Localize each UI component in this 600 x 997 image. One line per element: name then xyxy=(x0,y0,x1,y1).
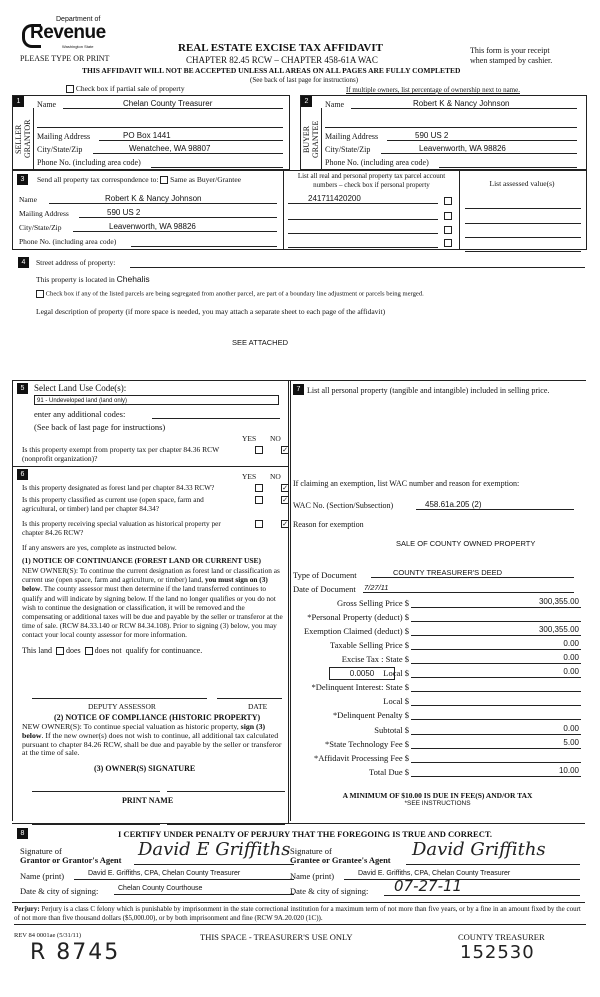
form-title: REAL ESTATE EXCISE TAX AFFIDAVIT xyxy=(178,42,383,54)
no-header-5: NO xyxy=(270,434,281,443)
owner-signature-line-2[interactable] xyxy=(167,781,285,792)
parcel-header: List all real and personal property tax parcel account numbers – check box if personal property xyxy=(297,172,446,189)
receipt-note-1: This form is your receipt xyxy=(470,46,550,55)
minimum-due-note: A MINIMUM OF $10.00 IS DUE IN FEE(S) AND/OR TAX xyxy=(342,791,533,800)
grantee-sig-label-1: Signature of xyxy=(290,846,332,856)
corr-phone-field[interactable] xyxy=(131,236,277,247)
grantee-name-value: David E. Griffiths, CPA, Chelan County Treasurer xyxy=(358,870,511,877)
corr-city-field[interactable] xyxy=(73,222,277,232)
land-use-select[interactable] xyxy=(34,395,279,405)
doc-type-value: COUNTY TREASURER'S DEED xyxy=(393,568,503,577)
historic-question: Is this property receiving special valuation as historical property per chapter 84.26 RCW? xyxy=(22,519,221,537)
seller-city-value: Wenatchee, WA 98807 xyxy=(129,144,211,153)
delinquent-penalty-label: *Delinquent Penalty $ xyxy=(332,710,409,720)
seller-phone-label: Phone No. (including area code) xyxy=(37,158,141,167)
notice-continuance-text-b: . The county assessor must then determine if the land transferred continues to qualify and will indicate by signing below. If the land no longer qualifies or you do not wish to continue the designation or classification, it will be removed and the compensating or additional taxes will be due and payable by the seller or transferor at the time of sale. (RCW 84.33.140 or RCW 84.34.108). Prior to signing (3) below, you may contact your local county assessor for more information. xyxy=(22,584,283,640)
parcel-field-1[interactable] xyxy=(288,194,438,204)
partial-sale-row xyxy=(66,84,185,93)
revision-number: REV 84 0001ae (5/31/11) xyxy=(14,932,81,939)
section-number-6: 6 xyxy=(17,469,28,480)
notice-compliance-text-b: . If the new owner(s) does not wish to continue, all additional tax calculated pursuant to chapter 84.26 RCW, shall be due and payable by the seller or transferor at the time of sale. xyxy=(22,730,282,758)
handwritten-treasurer-number: 152530 xyxy=(460,942,535,963)
gross-selling-price-value: 300,355.00 xyxy=(538,597,579,606)
perjury-text: Perjury is a class C felony which is punishable by imprisonment in the state correctional institution for a maximum term of not more than five years, or by a fine in an amount fixed by the court of not more than five thousand dollars ($5,000.00), or by both imprisonment and fine (RCW 9A.20.020 (1C)). xyxy=(14,905,581,922)
local-rate-value: 0.0050 xyxy=(349,669,375,678)
wac-field[interactable] xyxy=(416,500,574,510)
land-use-value: 91 - Undeveloped land (land only) xyxy=(37,398,128,404)
section-number-3: 3 xyxy=(17,174,28,185)
gross-selling-price-label: Gross Selling Price $ xyxy=(336,598,409,608)
corr-name-value: Robert K & Nancy Johnson xyxy=(105,194,202,203)
personal-property-checkbox-3[interactable] xyxy=(444,226,452,234)
current-use-question: Is this property classified as current use (open space, farm and agricultural, or timber) land per chapter 84.34? xyxy=(22,495,204,513)
handwritten-receipt-number: R 8745 xyxy=(30,940,121,965)
logo-swoosh-icon xyxy=(22,24,41,48)
excise-state-field[interactable] xyxy=(411,653,581,664)
segregated-label: Check box if any of the listed parcels are being segregated from another parcel, are part of a boundary line adjustment or parcels being merged. xyxy=(45,290,424,298)
subtotal-field[interactable] xyxy=(411,724,581,735)
partial-sale-label: Check box if partial sale of property xyxy=(75,84,185,93)
forest-land-question: Is this property designated as forest land per chapter 84.33 RCW? xyxy=(22,483,215,492)
wac-label: WAC No. (Section/Subsection) xyxy=(293,501,394,510)
parcel-value-1: 241711420200 xyxy=(308,194,361,203)
buyer-label: BUYER xyxy=(302,125,311,153)
logo-sub-text: Washington State xyxy=(62,44,94,49)
notice-compliance-title: (2) NOTICE OF COMPLIANCE (HISTORIC PROPERTY) xyxy=(54,713,261,722)
doc-date-field[interactable] xyxy=(363,583,574,593)
if-yes-note: If any answers are yes, complete as instructed below. xyxy=(22,543,177,552)
section-4-property xyxy=(12,252,585,362)
deputy-assessor-sig-line[interactable] xyxy=(32,688,207,699)
taxable-selling-price-value: 0.00 xyxy=(563,639,579,648)
print-name-label: PRINT NAME xyxy=(122,796,174,805)
buyer-mailing-value: 590 US 2 xyxy=(415,131,449,140)
corr-phone-label: Phone No. (including area code) xyxy=(19,237,117,246)
parcel-field-2[interactable] xyxy=(288,209,438,220)
this-land-label: This land xyxy=(22,646,52,655)
subtotal-label: Subtotal $ xyxy=(374,725,409,735)
street-field[interactable] xyxy=(130,257,585,268)
does-checkbox[interactable] xyxy=(56,647,64,655)
assessed-field-1[interactable] xyxy=(465,198,581,209)
continuance-qualify-row xyxy=(22,646,202,655)
notice-compliance-text-bold: sign (3) below xyxy=(22,722,266,740)
located-row xyxy=(36,274,150,284)
notice-continuance-text-a: NEW OWNER(S): To continue the current designation as forest land or classification as current use (open space, farm and agriculture, or timber) land, xyxy=(22,566,280,585)
does-not-checkbox[interactable] xyxy=(85,647,93,655)
doc-type-field[interactable] xyxy=(371,568,574,578)
street-label: Street address of property: xyxy=(36,258,116,267)
delinquent-penalty-field[interactable] xyxy=(411,709,581,720)
corr-city-value: Leavenworth, WA 98826 xyxy=(109,222,196,231)
exempt-question: Is this property exempt from property tax per chapter 84.36 RCW (nonprofit organization)? xyxy=(22,445,220,463)
corr-city-label: City/State/Zip xyxy=(19,223,62,232)
owner-signature-label: (3) OWNER(S) SIGNATURE xyxy=(94,764,196,773)
buyer-mailing-field[interactable] xyxy=(387,131,577,141)
located-label: This property is located in xyxy=(36,275,115,284)
parcel-field-3[interactable] xyxy=(288,223,438,234)
taxable-selling-price-label: Taxable Selling Price $ xyxy=(330,640,409,650)
grantor-sig-label-2: Grantor or Grantor's Agent xyxy=(20,855,122,865)
exemption-claimed-label: Exemption Claimed (deduct) $ xyxy=(303,626,409,636)
section-7-tax-calc xyxy=(288,380,586,824)
total-due-value: 10.00 xyxy=(558,766,579,775)
notice-continuance-title: (1) NOTICE OF CONTINUANCE (FOREST LAND OR CURRENT USE) xyxy=(22,556,262,565)
land-use-label: Select Land Use Code(s): xyxy=(34,383,127,393)
grantor-name-label: Name (print) xyxy=(20,871,65,881)
grantor-signature: David E Griffiths xyxy=(138,839,291,860)
state-tech-fee-label: *State Technology Fee $ xyxy=(325,739,409,749)
same-as-buyer-label: Same as Buyer/Grantee xyxy=(170,175,241,184)
buyer-phone-label: Phone No. (including area code) xyxy=(325,158,429,167)
parcel-column xyxy=(283,171,460,249)
section-2-buyer xyxy=(300,95,587,170)
forest-yes-checkbox[interactable] xyxy=(255,484,263,492)
state-tech-fee-value: 5.00 xyxy=(563,738,579,747)
section-number-2: 2 xyxy=(301,96,312,107)
does-not-label: does not xyxy=(94,646,122,655)
seller-mailing-label: Mailing Address xyxy=(37,132,91,141)
deputy-assessor-label: DEPUTY ASSESSOR xyxy=(88,702,156,711)
excise-state-value: 0.00 xyxy=(563,653,579,662)
delinquent-interest-state-label: *Delinquent Interest: State $ xyxy=(311,682,409,692)
does-label: does xyxy=(66,646,81,655)
corr-mailing-field[interactable] xyxy=(79,208,277,218)
grantee-date-value: 07-27-11 xyxy=(394,877,463,895)
additional-codes-label: enter any additional codes: xyxy=(34,409,126,419)
buyer-city-value: Leavenworth, WA 98826 xyxy=(419,144,506,153)
grantor-date-value: Chelan County Courthouse xyxy=(118,885,203,892)
perjury-bold-label: Perjury: xyxy=(14,905,40,913)
logo-top-text: Department of xyxy=(56,16,101,23)
exemption-claimed-value: 300,355.00 xyxy=(538,625,579,634)
buyer-name-value: Robert K & Nancy Johnson xyxy=(413,99,510,108)
seller-name-value: Chelan County Treasurer xyxy=(123,99,213,108)
section-5-land-use xyxy=(12,380,289,466)
doc-type-label: Type of Document xyxy=(293,570,357,580)
grantee-label: GRANTEE xyxy=(311,120,320,158)
section-3-correspondence xyxy=(12,170,587,250)
seller-phone-field[interactable] xyxy=(151,157,283,168)
grantor-label: GRANTOR xyxy=(23,119,32,159)
state-tech-fee-field[interactable] xyxy=(411,738,581,749)
total-due-field[interactable] xyxy=(411,766,581,777)
buyer-city-field[interactable] xyxy=(381,144,577,154)
affidavit-fee-field[interactable] xyxy=(411,752,581,763)
yes-header-5: YES xyxy=(242,434,257,443)
buyer-name-line-2[interactable] xyxy=(325,117,577,128)
see-instructions-note: *SEE INSTRUCTIONS xyxy=(404,800,471,807)
subtotal-value: 0.00 xyxy=(563,724,579,733)
grantee-sig-label-2: Grantee or Grantee's Agent xyxy=(290,855,391,865)
land-use-see-back: (See back of last page for instructions) xyxy=(34,422,166,432)
warning-text: THIS AFFIDAVIT WILL NOT BE ACCEPTED UNLESS ALL AREAS ON ALL PAGES ARE FULLY COMPLETED xyxy=(82,66,461,75)
located-value[interactable]: Chehalis xyxy=(116,274,150,284)
historic-yes-checkbox[interactable] xyxy=(255,520,263,528)
buyer-name-field[interactable] xyxy=(351,99,577,109)
gross-selling-price-field[interactable] xyxy=(411,597,581,608)
grantor-sig-label-1: Signature of xyxy=(20,846,62,856)
seller-mailing-value: PO Box 1441 xyxy=(123,131,171,140)
grantee-date-label: Date & city of signing: xyxy=(290,886,369,896)
personal-property-deduct-label: *Personal Property (deduct) $ xyxy=(307,612,409,622)
treasurer-use-label: THIS SPACE - TREASURER'S USE ONLY xyxy=(200,932,353,942)
personal-property-checkbox-1[interactable] xyxy=(444,197,452,205)
parcel-field-4[interactable] xyxy=(288,237,438,248)
seller-city-label: City/State/Zip xyxy=(37,145,83,154)
grantee-name-label: Name (print) xyxy=(290,871,335,881)
section-number-7: 7 xyxy=(293,384,304,395)
same-as-buyer-checkbox[interactable] xyxy=(160,176,168,184)
current-use-yes-checkbox[interactable] xyxy=(255,496,263,504)
seller-name-field[interactable] xyxy=(63,99,283,109)
seller-label: SELLER xyxy=(14,124,23,154)
grantee-signature: David Griffiths xyxy=(412,839,546,860)
buyer-city-label: City/State/Zip xyxy=(325,145,371,154)
multiple-owners-note: If multiple owners, list percentage of ownership next to name. xyxy=(346,86,520,94)
seller-city-field[interactable] xyxy=(93,144,283,154)
reason-value[interactable]: SALE OF COUNTY OWNED PROPERTY xyxy=(396,539,536,548)
section-number-5: 5 xyxy=(17,383,28,394)
corr-name-field[interactable] xyxy=(49,194,277,204)
excise-local-value: 0.00 xyxy=(563,667,579,676)
form-chapter: CHAPTER 82.45 RCW – CHAPTER 458-61A WAC xyxy=(186,55,378,65)
personal-property-checkbox-2[interactable] xyxy=(444,212,452,220)
partial-sale-checkbox[interactable] xyxy=(66,85,74,93)
personal-property-area[interactable] xyxy=(307,409,567,459)
date-label: DATE xyxy=(248,702,268,711)
seller-name-line-2[interactable] xyxy=(37,117,283,128)
please-type-text: PLEASE TYPE OR PRINT xyxy=(20,54,110,63)
buyer-phone-field[interactable] xyxy=(439,157,577,168)
assessed-field-3[interactable] xyxy=(465,227,581,238)
seller-name-label: Name xyxy=(37,100,57,109)
affidavit-fee-label: *Affidavit Processing Fee $ xyxy=(314,753,409,763)
dor-logo xyxy=(20,16,110,52)
qualify-label: qualify for continuance. xyxy=(125,646,203,655)
corr-name-label: Name xyxy=(19,195,37,204)
corr-mailing-value: 590 US 2 xyxy=(107,208,141,217)
logo-main-text: Revenue xyxy=(30,22,106,43)
seller-sidebar xyxy=(13,108,34,169)
wac-value: 458.61a.205 (2) xyxy=(425,500,482,509)
grantor-name-value: David E. Griffiths, CPA, Chelan County Treasurer xyxy=(88,870,241,877)
delinquent-interest-local-field[interactable] xyxy=(411,695,581,706)
section-number-8: 8 xyxy=(17,828,28,839)
buyer-sidebar xyxy=(301,108,322,169)
segregated-checkbox[interactable] xyxy=(36,290,44,298)
segregated-row xyxy=(36,290,424,298)
taxable-selling-price-field[interactable] xyxy=(411,639,581,650)
delinquent-interest-local-label: Local $ xyxy=(383,696,409,706)
forest-no-checkbox[interactable]: ✓ xyxy=(282,484,288,492)
exempt-no-checkbox[interactable]: ✓ xyxy=(282,446,288,454)
assessed-field-4[interactable] xyxy=(465,241,581,252)
additional-codes-field[interactable] xyxy=(152,408,280,419)
buyer-mailing-label: Mailing Address xyxy=(325,132,379,141)
total-due-label: Total Due $ xyxy=(368,767,409,777)
reason-label: Reason for exemption xyxy=(293,520,364,529)
doc-date-label: Date of Document xyxy=(293,584,356,594)
grantor-date-field[interactable] xyxy=(114,885,294,895)
see-back-text: (See back of last page for instructions) xyxy=(250,76,359,84)
section-8-certification xyxy=(12,823,585,903)
no-header-6: NO xyxy=(270,472,281,481)
excise-local-label: Local $ xyxy=(383,668,409,678)
assessed-field-2[interactable] xyxy=(465,213,581,224)
excise-state-label: Excise Tax : State $ xyxy=(341,654,409,664)
receipt-note-2: when stamped by cashier. xyxy=(470,56,553,65)
owner-signature-line-1[interactable] xyxy=(32,781,160,792)
notice-continuance-text-bold: you must sign on (3) below xyxy=(22,575,268,594)
send-correspondence-row xyxy=(37,175,241,184)
excise-local-field[interactable] xyxy=(411,667,581,678)
seller-mailing-field[interactable] xyxy=(99,131,283,141)
corr-mailing-label: Mailing Address xyxy=(19,209,69,218)
yes-header-6: YES xyxy=(242,472,257,481)
grantor-name-field[interactable] xyxy=(74,870,294,880)
section-number-1: 1 xyxy=(13,96,24,107)
historic-no-checkbox[interactable]: ✓ xyxy=(282,520,288,528)
assessed-header: List assessed value(s) xyxy=(489,179,555,188)
personal-property-checkbox-4[interactable] xyxy=(444,239,452,247)
personal-property-deduct-field[interactable] xyxy=(411,611,581,622)
exemption-label: If claiming an exemption, list WAC number and reason for exemption: xyxy=(293,479,520,488)
certify-statement: I CERTIFY UNDER PENALTY OF PERJURY THAT THE FOREGOING IS TRUE AND CORRECT. xyxy=(118,829,493,839)
delinquent-interest-state-field[interactable] xyxy=(411,681,581,692)
exemption-claimed-field[interactable] xyxy=(411,625,581,636)
personal-property-label: List all personal property (tangible and intangible) included in selling price. xyxy=(307,386,550,395)
section-1-seller xyxy=(12,95,290,170)
notice-compliance-text-a: NEW OWNER(S): To continue special valuation as historic property, xyxy=(22,722,241,731)
exempt-yes-checkbox[interactable] xyxy=(255,446,263,454)
grantor-date-label: Date & city of signing: xyxy=(20,886,99,896)
send-correspondence-label: Send all property tax correspondence to: xyxy=(37,175,159,184)
legal-desc-value[interactable]: SEE ATTACHED xyxy=(232,338,288,347)
buyer-name-label: Name xyxy=(325,100,345,109)
county-treasurer-label: COUNTY TREASURER xyxy=(458,932,545,942)
seller-name-row xyxy=(37,100,56,109)
current-use-no-checkbox[interactable]: ✓ xyxy=(282,496,288,504)
perjury-notice xyxy=(14,905,586,925)
doc-date-value: 7/27/11 xyxy=(364,583,389,592)
section-number-4: 4 xyxy=(18,257,29,268)
legal-desc-label: Legal description of property (if more space is needed, you may attach a separate sheet to each page of the affidavit) xyxy=(36,307,386,316)
